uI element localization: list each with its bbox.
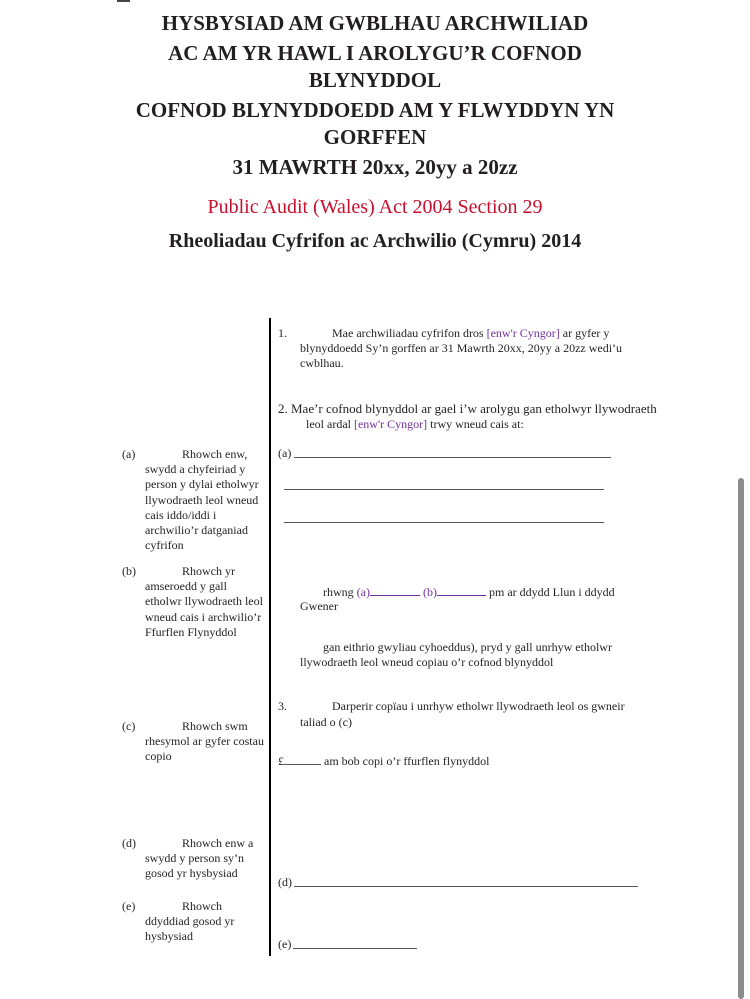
note-marker: (a) [122, 447, 136, 461]
hours-b-marker: (b) [423, 585, 437, 599]
field-e-marker: (e) [278, 937, 292, 951]
council-name-placeholder[interactable]: [enw'r Cyngor] [353, 417, 428, 431]
hours-a-blank[interactable] [370, 584, 420, 596]
note-text: Rhowch enw, swydd a chyfeiriad y person y dylai etholwyr llywodraeth leol wneud cais iddo/iddi i archwilio’r datganiad cyfrifon [145, 447, 259, 553]
item-2-line-2: leol ardal [enw'r Cyngor] trwy wneud cais at: [306, 417, 524, 431]
note-text: Rhowch swm rhesymol ar gyfer costau copio [145, 719, 264, 764]
title-line-2: AC AM YR HAWL I AROLYGU’R COFNOD [168, 41, 582, 65]
holidays-line-1: gan eithrio gwyliau cyhoeddus), pryd y gall unrhyw etholwr [323, 640, 612, 654]
cost-blank[interactable] [284, 753, 321, 765]
title-line-6: 31 MAWRTH 20xx, 20yy a 20zz [232, 155, 518, 179]
hours-a-marker: (a) [356, 585, 370, 599]
page-top-mark [117, 0, 130, 2]
note-marker: (e) [122, 899, 136, 913]
note-marker: (d) [122, 836, 136, 850]
item-1-number: 1. [278, 326, 287, 340]
item-3-number: 3. [278, 699, 287, 713]
field-a-line-2[interactable] [284, 489, 604, 490]
act-reference: Public Audit (Wales) Act 2004 Section 29 [207, 196, 543, 218]
holidays-line-2: llywodraeth leol wneud copiau o’r cofnod blynyddol [300, 655, 554, 669]
council-name-placeholder[interactable]: [enw'r Cyngor] [486, 326, 560, 340]
title-line-4: COFNOD BLYNYDDOEDD AM Y FLWYDDYN YN [135, 98, 615, 122]
column-divider [269, 318, 271, 956]
hours-b-blank[interactable] [437, 584, 486, 596]
note-text: Rhowch yr amseroedd y gall etholwr llywodraeth leol wneud cais i archwilio’r Ffurflen Flynyddol [145, 564, 263, 639]
field-a-line-3[interactable] [284, 522, 604, 523]
field-a-marker: (a) [278, 446, 292, 460]
field-a-line-1[interactable] [294, 457, 611, 458]
pound-sign: £ [278, 754, 284, 768]
item-3-line-1: Darperir copïau i unrhyw etholwr llywodraeth leol os gwneir [332, 699, 625, 713]
item-3-line-2: taliad o (c) [300, 715, 352, 729]
note-text: Rhowch ddyddiad gosod yr hysbysiad [145, 899, 235, 944]
item-1-line-2: blynyddoedd Sy’n gorffen ar 31 Mawrth 20xx, 20yy a 20zz wedi’u [300, 341, 623, 355]
field-d-marker: (d) [278, 875, 292, 889]
item-1-line-3: cwblhau. [300, 356, 344, 370]
note-marker: (b) [122, 564, 136, 578]
title-line-3: BLYNYDDOL [308, 68, 442, 92]
field-e-line[interactable] [293, 948, 417, 949]
vertical-scrollbar[interactable] [738, 478, 744, 999]
note-text: Rhowch enw a swydd y person sy’n gosod yr hysbysiad [145, 836, 254, 881]
item-1-line-1: Mae archwiliadau cyfrifon dros [enw'r Cyngor] ar gyfer y [332, 326, 610, 340]
title-line-1: HYSBYSIAD AM GWBLHAU ARCHWILIAD [161, 11, 589, 35]
field-d-line[interactable] [294, 886, 638, 887]
note-marker: (c) [122, 719, 136, 733]
title-line-5: GORFFEN [323, 125, 427, 149]
regulations-reference: Rheoliadau Cyfrifon ac Archwilio (Cymru) 2014 [168, 230, 582, 252]
hours-line-2: Gwener [300, 599, 338, 613]
item-2-line-1: 2. Mae’r cofnod blynyddol ar gael i’w arolygu gan etholwyr llywodraeth [278, 401, 657, 416]
cost-line: £ am bob copi o’r ffurflen flynyddol [278, 754, 490, 768]
hours-line-1: rhwng (a) (b) pm ar ddydd Llun i ddydd [323, 585, 615, 599]
